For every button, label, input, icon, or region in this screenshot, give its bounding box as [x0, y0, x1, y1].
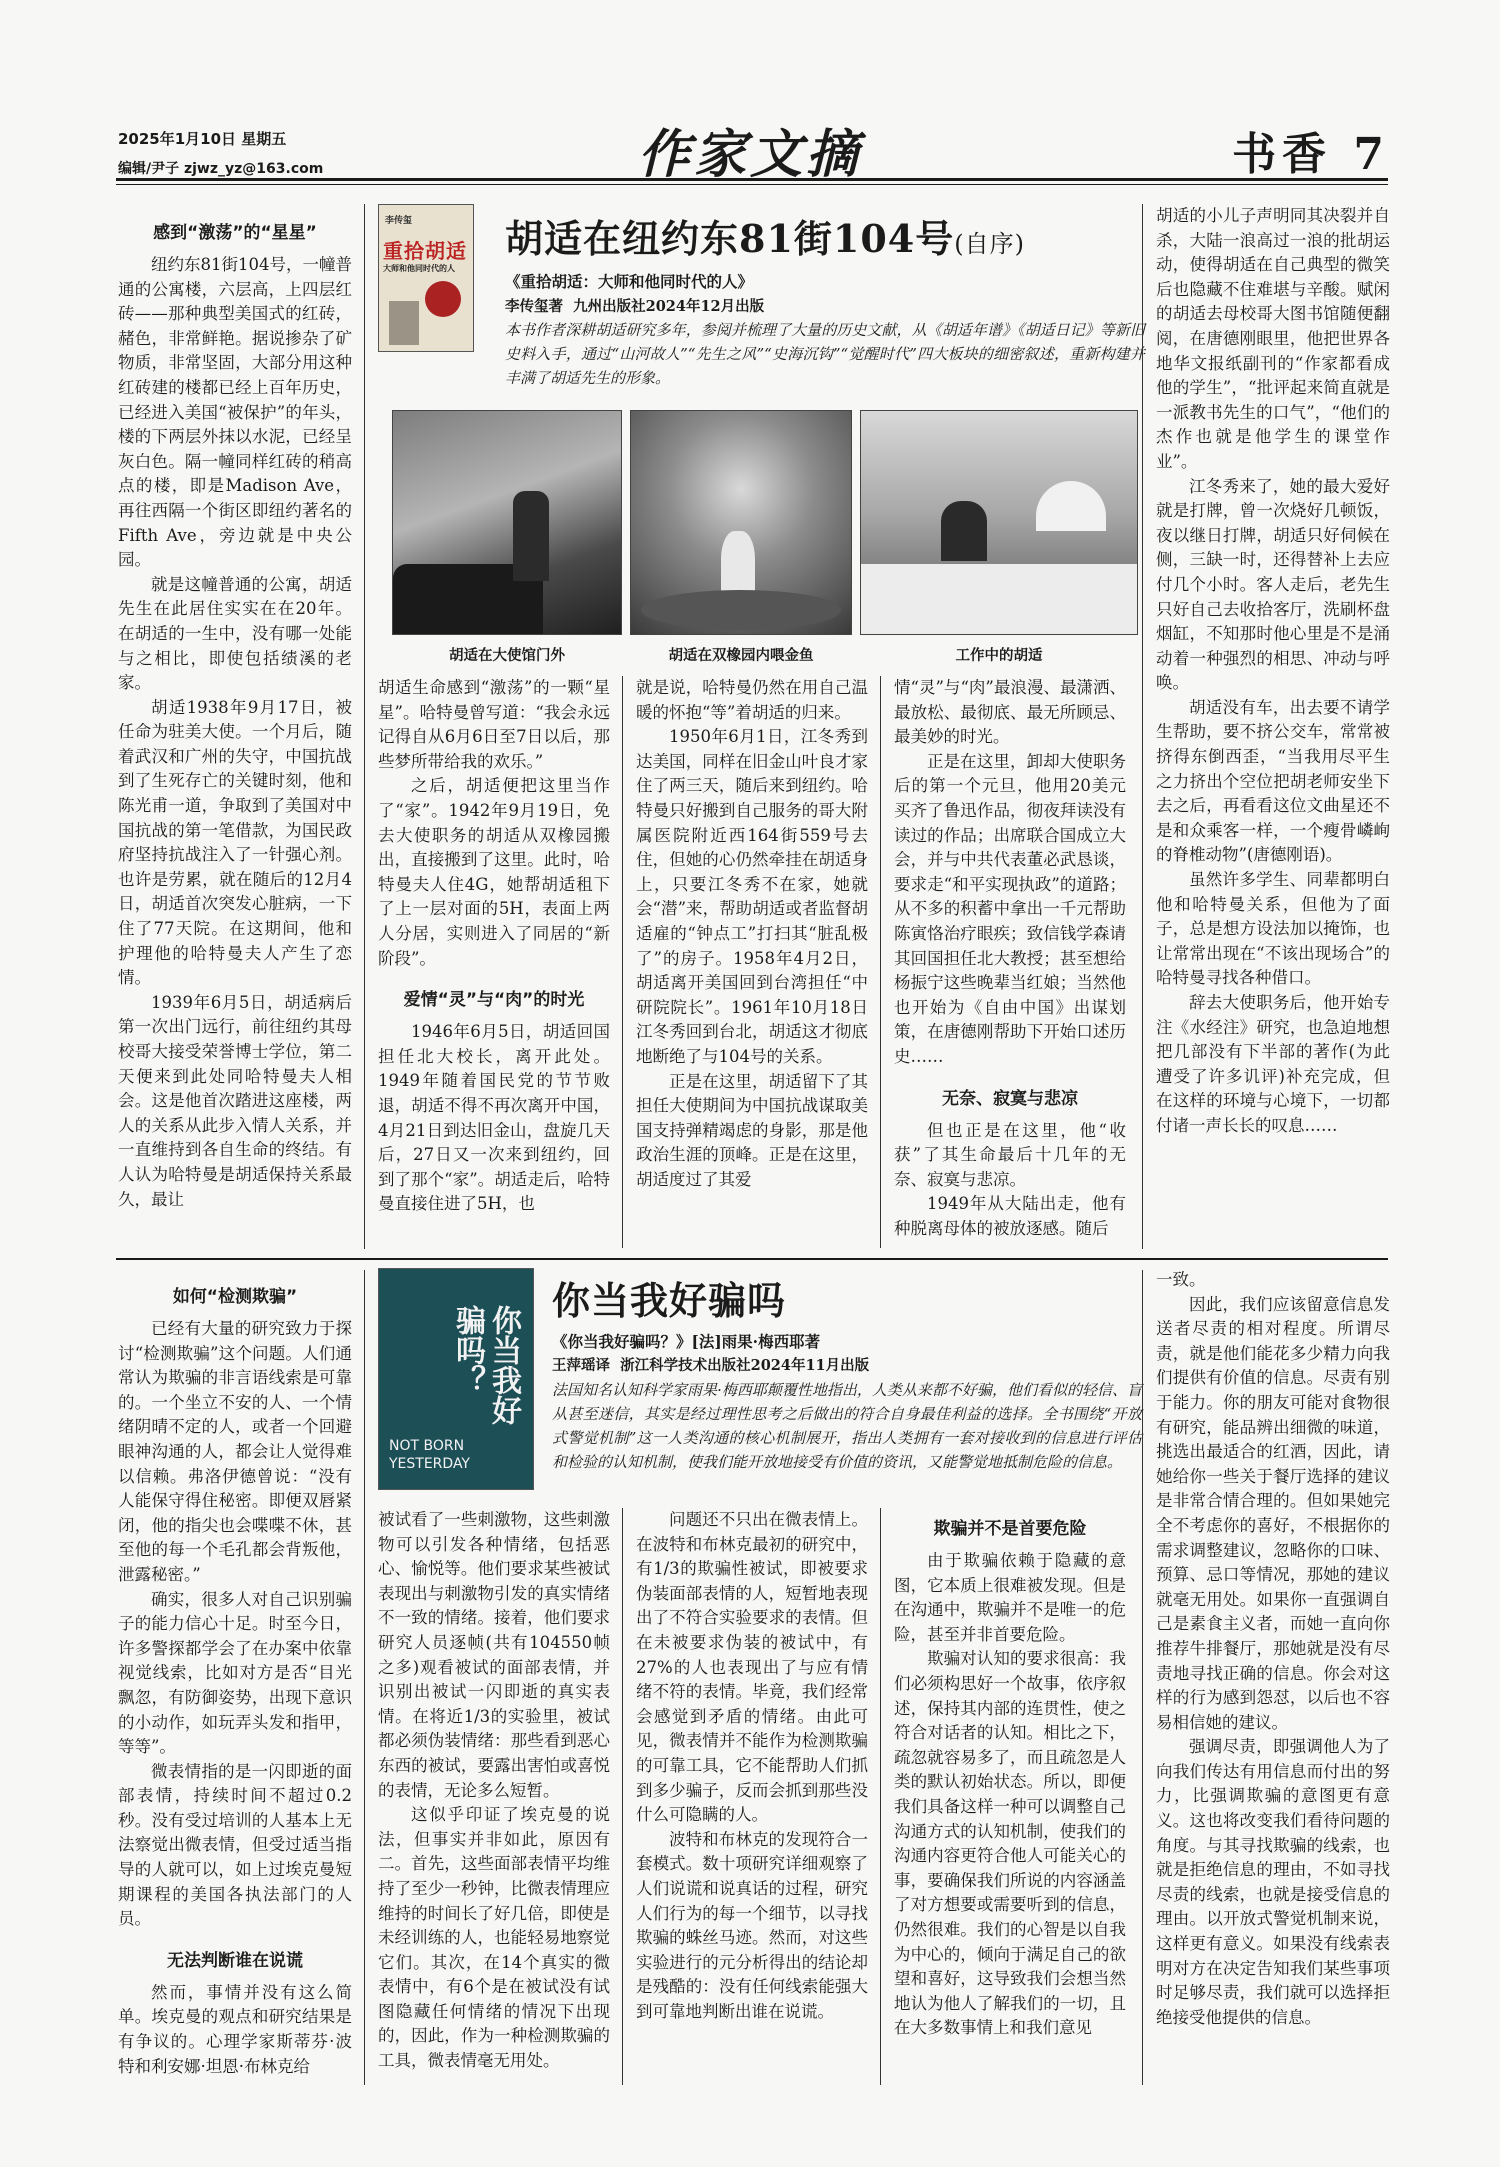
bottom-left-subhead: 如何“检测欺骗”: [172, 1287, 298, 1307]
paragraph: 就是说，哈特曼仍然在用自己温暖的怀抱“等”着胡适的归来。: [636, 678, 868, 722]
paragraph: 情“灵”与“肉”最浪漫、最潇洒、最放松、最彻底、最无所顾忌、最美妙的时光。: [894, 678, 1126, 747]
paragraph: 但也正是在这里，他“收获”了其生命最后十几年的无奈、寂寞与悲凉。: [894, 1120, 1126, 1189]
bottom-col3: [636, 1508, 868, 2086]
paragraph: 波特和布林克的发现符合一套模式。数十项研究详细观察了人们说谎和说真话的过程，研究人们行为的每一个细节，以寻找欺骗的蛛丝马迹。然而，对这些实验进行的元分析得出的结论却是残酷的：没有任何线索能强大到可靠地判断出谁在说谎。: [636, 1829, 868, 2021]
paragraph: 问题还不只出在微表情上。在波特和布林克最初的研究中，有1/3的欺骗性被试，即被要求伪装面部表情的人，短暂地表现出了不符合实验要求的表情。但在未被要求伪装的被试中，有27%的人也表现出了与应有情绪不符的表情。毕竟，我们经常会感觉到矛盾的情绪。由此可见，微表情并不能作为检测欺骗的可靠工具，它不能帮助人们抓到多少骗子，反而会抓到那些没什么可隐瞒的人。: [636, 1510, 868, 1825]
paragraph: 被试看了一些刺激物，这些刺激物可以引发各种情绪，包括恶心、愉悦等。他们要求某些被试表现出与刺激物引发的真实情绪不一致的情绪。接着，他们要求研究人员逐帧(共有104550帧之多)观看被试的面部表情，并识别出被试一闪即逝的真实表情。在将近1/3的实验里，被试都必须伪装情绪：那些看到恶心东西的被试，要露出害怕或喜悦的表情，无论多么短暂。: [378, 1510, 610, 1800]
cover-portrait-icon: [389, 301, 419, 345]
bottom-pub-line: [552, 1354, 1142, 1375]
paragraph: 胡适生命感到“激荡”的一颗“星星”。哈特曼曾写道：“我会永远记得自从6月6日至7日以后，那些梦所带给我的欢乐。”: [378, 678, 610, 771]
issue-date: 2025年1月10日 星期五: [118, 130, 287, 148]
top-title-suffix: (自序): [954, 230, 1025, 258]
masthead-rule-thin: [116, 184, 1388, 185]
top-right-column: [1156, 204, 1390, 1248]
cover2-title: 你当我好骗吗？: [450, 1305, 521, 1425]
paragraph: 一致。: [1156, 1270, 1206, 1289]
paragraph: 1950年6月1日，江冬秀到达美国，同样在旧金山叶良才家住了两三天，随后来到纽约。哈特曼只好搬到自己服务的哥大附属医院附近西164街559号去住，但她的心仍然牵挂在胡适身上，只要江冬秀不在家，她就会“潜”来，帮助胡适或者监督胡适雇的“钟点工”打扫其“脏乱极了”的房子。1958年4月2日，胡适离开美国回到台湾担任“中研院院长”。1961年10月18日江冬秀回到台北，胡适这才彻底地断绝了与104号的关系。: [636, 727, 868, 1066]
paragraph: 就是这幢普通的公寓，胡适先生在此居住实实在在20年。在胡适的一生中，没有哪一处能与之相比，即使包括绩溪的老家。: [118, 574, 352, 693]
paragraph: 胡适的小儿子声明同其决裂并自杀，大陆一浪高过一浪的批胡运动，使得胡适在自己典型的微笑后也隐藏不住难堪与辛酸。赋闲的胡适去母校哥大图书馆随便翻阅，在唐德刚眼里，他把世界各地华文报纸副刊的“作家都看成他的学生”，“批评起来简直就是一派教书先生的口气”，“他们的杰作也就是他学生的课堂作业”。: [1156, 206, 1390, 471]
book-cover-not-born-yesterday: [378, 1268, 534, 1490]
cover-author: 李传玺: [385, 216, 413, 226]
top-book-line: 《重拾胡适：大师和他同时代的人》: [505, 272, 754, 291]
paragraph: 欺骗对认知的要求很高：我们必须构思好一个故事，依序叙述，保持其内部的连贯性，使之符合对话者的认知。相比之下，疏忽就容易多了，而且疏忽是人类的默认初始状态。所以，即便我们具备这样一种可以调整自己沟通方式的认知机制，使我们的沟通内容更符合他人可能关心的事，要确保我们所说的内容涵盖了对方想要或需要听到的信息，仍然很难。我们的心智是以自我为中心的，倾向于满足自己的欲望和喜好，这导致我们会想当然地认为他人了解我们的一切，且在大多数事情上和我们意见: [894, 1649, 1126, 2038]
paragraph: 之后，胡适便把这里当作了“家”。1942年9月19日，免去大使职务的胡适从双橡园搬出，直接搬到了这里。此时，哈特曼夫人住4G，她帮胡适租下了上一层对面的5H，表面上两人分居，实则进入了同居的“新阶段”。: [378, 776, 610, 968]
pond-icon: [641, 590, 841, 630]
bottom-col2: [378, 1508, 610, 2086]
masthead-rule: [116, 178, 1388, 181]
top-article-title: [505, 208, 1025, 263]
photo-feeding-fish: [630, 410, 852, 635]
newspaper-logo: 作家文摘: [637, 124, 862, 185]
bottom-pub-translator: 王萍瑶译: [552, 1357, 610, 1374]
column-divider: [622, 676, 623, 1248]
top-col2-subhead: 爱情“灵”与“肉”的时光: [403, 990, 585, 1011]
cover-subtitle: 大师和他同时代的人: [383, 264, 455, 273]
top-left-column: [118, 212, 352, 1252]
cover-title: 重拾胡适: [383, 239, 467, 263]
top-col4: [894, 676, 1126, 1246]
person-icon: [941, 501, 987, 561]
section-divider: [116, 1258, 1388, 1260]
column-divider: [364, 204, 365, 1249]
editor-line: 编辑/尹子 zjwz_yz@163.com: [118, 161, 324, 177]
top-pub-info: 九州出版社2024年12月出版: [573, 298, 765, 315]
paragraph: 微表情指的是一闪即逝的面部表情，持续时间不超过0.2秒。没有受过培训的人基本上无法察觉出微表情，但受过适当指导的人就可以，如上过埃克曼短期课程的美国各执法部门的人员。: [118, 1761, 352, 1929]
paragraph: 1946年6月5日，胡适回国担任北大校长，离开此处。1949年随着国民党的节节败退，胡适不得不再次离开中国，4月21日到达旧金山，盘旋几天后，27日又一次来到纽约，回到了那个“家”。胡适走后，哈特曼直接住进了5H，也: [378, 1022, 610, 1214]
top-intro: 本书作者深耕胡适研究多年，参阅并梳理了大量的历史文献，从《胡适年谱》《胡适日记》等新旧史料入手，通过“山河故人”“先生之风”“史海沉钩”“觉醒时代”四大板块的细密叙述，重新构建并丰满了胡适先生的形象。: [505, 321, 1145, 387]
top-col4-subhead: 无奈、寂寞与悲凉: [942, 1088, 1078, 1109]
photo-caption: 胡适在双橡园内喂金鱼: [668, 647, 814, 664]
column-divider: [1142, 1270, 1143, 2085]
bottom-pub-info: 浙江科学技术出版社2024年11月出版: [620, 1357, 870, 1374]
photo-working: [860, 410, 1138, 635]
paragraph: 已经有大量的研究致力于探讨“检测欺骗”这个问题。人们通常认为欺骗的非言语线索是可靠的。一个坐立不安的人、一个情绪阴晴不定的人，或者一个回避眼神沟通的人，都会让人觉得难以信赖。弗洛伊德曾说：“没有人能保守得住秘密。即便双唇紧闭，他的指尖也会喋喋不休，甚至他的每一个毛孔都会背叛他，泄露秘密。”: [118, 1319, 352, 1584]
paragraph: 纽约东81街104号，一幢普通的公寓楼，六层高，上四层红砖——那种典型美国式的红砖，赭色，非常鲜艳。据说掺杂了矿物质，非常坚固，大部分用这种红砖建的楼都已经上百年历史，已经进入美国“被保护”的年头，楼的下两层外抹以水泥，已经呈灰白色。隔一幢同样红砖的稍高点的楼，即是Madison Ave，再往西隔一个街区即纽约著名的Fifth Ave，旁边就是中央公园。: [118, 255, 352, 570]
photo-caption: 胡适在大使馆门外: [449, 647, 565, 664]
top-col2: [378, 676, 610, 1246]
bottom-article-title: 你当我好骗吗: [552, 1278, 787, 1323]
paragraph: 辞去大使职务后，他开始专注《水经注》研究，也急迫地想把几部没有下半部的著作(为此遭受了许多讥评)补充完成，但在这样的环境与心境下，一切都付诸一声长长的叹息……: [1156, 993, 1390, 1135]
cover-seal-icon: [425, 281, 461, 317]
paragraph: 1939年6月5日，胡适病后第一次出门远行，前往纽约其母校哥大接受荣誉博士学位，第二天便来到此处同哈特曼夫人相会。这是他首次踏进这座楼，两人的关系从此步入情人关系，并一直维持到各自生命的终结。有人认为哈特曼是胡适保持关系最久，最让: [118, 992, 352, 1209]
bottom-left-column: [118, 1276, 352, 2086]
paragraph: 胡适1938年9月17日，被任命为驻美大使。一个月后，随着武汉和广州的失守，中国抗战到了生死存亡的关键时刻，他和陈光甫一道，争取到了美国对中国抗战的第一笔借款，为国民政府坚持抗战注入了一针强心剂。也许是劳累，就在随后的12月4日，胡适首次突发心脏病，一下住了77天院。在这期间，他和护理他的哈特曼夫人产生了恋情。: [118, 697, 352, 988]
lamp-icon: [1036, 481, 1106, 531]
book-cover-hushi: [378, 204, 474, 352]
person-icon: [513, 491, 549, 581]
paragraph: 由于欺骗依赖于隐藏的意图，它本质上很难被发现。但是在沟通中，欺骗并不是唯一的危险，甚至并非首要危险。: [894, 1551, 1126, 1644]
paragraph: 正是在这里，胡适留下了其担任大使期间为中国抗战谋取美国支持弹精竭虑的身影，那是他政治生涯的顶峰。正是在这里，胡适度过了其爱: [636, 1071, 868, 1189]
desk-icon: [861, 564, 1138, 634]
paragraph: 然而，事情并没有这么简单。埃克曼的观点和研究结果是有争议的。心理学家斯蒂芬·波特和利安娜·坦恩·布林克给: [118, 1982, 352, 2076]
cover2-english: NOT BORN YESTERDAY: [389, 1438, 470, 1472]
column-divider: [622, 1508, 623, 2085]
bottom-col4-subhead: 欺骗并不是首要危险: [933, 1519, 1087, 1539]
column-divider: [364, 1270, 365, 2085]
column-divider: [1142, 204, 1143, 1249]
paragraph: 正是在这里，卸却大使职务后的第一个元旦，他用20美元买齐了鲁迅作品，彻夜拜读没有读过的作品；出席联合国成立大会，并与中共代表董必武恳谈，要求走“和平实现执政”的道路；从不多的积蓄中拿出一千元帮助陈寅恪治疗眼疾；致信钱学森请其回国担任北大教授；甚至想给杨振宁这些晚辈当红娘；当然他也开始为《自由中国》出谋划策，在唐德刚帮助下开始口述历史……: [894, 751, 1126, 1066]
paragraph: 这似乎印证了埃克曼的说法，但事实并非如此，原因有二。首先，这些面部表情平均维持了至少一秒钟，比微表情理应维持的时间长了好几倍，即使是未经训练的人，也能轻易地察觉它们。其次，在14个真实的微表情中，有6个是在被试没有试图隐藏任何情绪的情况下出现的，因此，作为一种检测欺骗的工具，微表情毫无用处。: [378, 1805, 610, 2071]
photo-embassy-door: [392, 410, 622, 635]
top-col3: [636, 676, 868, 1246]
bottom-right-column: [1156, 1268, 1390, 2086]
top-pub-line: [505, 295, 1145, 316]
bottom-col4: [894, 1508, 1126, 2086]
photo-caption: 工作中的胡适: [955, 647, 1043, 664]
paragraph: 强调尽责，即强调他人为了向我们传达有用信息而付出的努力，比强调欺骗的意图更有意义。这也将改变我们看待问题的角度。与其寻找欺骗的线索，也就是拒绝信息的理由，不如寻找尽责的线索，也就是接受信息的理由。以开放式警觉机制来说，这样更有意义。如果没有线索表明对方在决定告知我们某些事项时足够尽责，我们就可以选择拒绝接受他提供的信息。: [1156, 1737, 1390, 2027]
paragraph: 1949年从大陆出走，他有种脱离母体的被放逐感。随后: [894, 1194, 1126, 1238]
top-title-text: 胡适在纽约东81街104号: [505, 216, 955, 261]
section-page-number: 书香 7: [1232, 129, 1390, 180]
bottom-intro: 法国知名认知科学家雨果·梅西耶颠覆性地指出，人类从来都不好骗，他们看似的轻信、盲从甚至迷信，其实是经过理性思考之后做出的符合自身最佳利益的选择。全书围绕“开放式警觉机制”这一人类沟通的核心机制展开，指出人类拥有一套对接收到的信息进行评估和检验的认知机制，使我们能开放地接受有价值的资讯，又能警觉地抵制危险的信息。: [552, 1381, 1142, 1471]
column-divider: [880, 1508, 881, 2085]
paragraph: 胡适没有车，出去要不请学生帮助，要不挤公交车，常常被挤得东倒西歪，“当我用尽平生之力挤出个空位把胡老师安坐下去之后，再看看这位文曲星还不是和众乘客一样，一个瘦骨嶙峋的脊椎动物”(唐德刚语)。: [1156, 697, 1390, 865]
paragraph: 虽然许多学生、同辈都明白他和哈特曼关系，但他为了面子，总是想方设法加以掩饰，也让常常出现在“不该出现场合”的哈特曼寻找各种借口。: [1156, 870, 1390, 988]
paragraph: 确实，很多人对自己识别骗子的能力信心十足。时至今日，许多警探都学会了在办案中依靠视觉线索，比如对方是否“目光飘忽，有防御姿势，出现下意识的小动作，如玩弄头发和指甲，等等”。: [118, 1589, 352, 1757]
top-left-subhead: 感到“激荡”的“星星”: [153, 223, 317, 243]
top-pub-author: 李传玺著: [505, 298, 563, 315]
paragraph: 江冬秀来了，她的最大爱好就是打牌，曾一次烧好几顿饭，夜以继日打牌，胡适只好伺候在侧，三缺一时，还得替补上去应付几个小时。客人走后，老先生只好自己去收拾客厅，洗刷杯盘烟缸，不知那时他心里是不是涌动着一种强烈的相思、冲动与呼唤。: [1156, 476, 1390, 693]
paragraph: 因此，我们应该留意信息发送者尽责的相对程度。所谓尽责，就是他们能花多少精力向我们提供有价值的信息。尽责有别于能力。你的朋友可能对食物很有研究，能品辨出细微的味道，挑选出最适合的红酒，因此，请她给你一些关于餐厅选择的建议是非常合情合理的。但如果她完全不考虑你的喜好，不根据你的需求调整建议，忽略你的口味、预算、忌口等情况，那她的建议就毫无用处。如果你一直强调自己是素食主义者，而她一直向你推荐牛排餐厅，那她就是没有尽责地寻找正确的信息。你会对这样的行为感到怨怼，以后也不容易相信她的建议。: [1156, 1294, 1390, 1732]
bottom-book-line: 《你当我好骗吗？》[法]雨果·梅西耶著: [552, 1332, 821, 1351]
bottom-left-subhead-2: 无法判断谁在说谎: [167, 1950, 303, 1971]
column-divider: [880, 676, 881, 1248]
